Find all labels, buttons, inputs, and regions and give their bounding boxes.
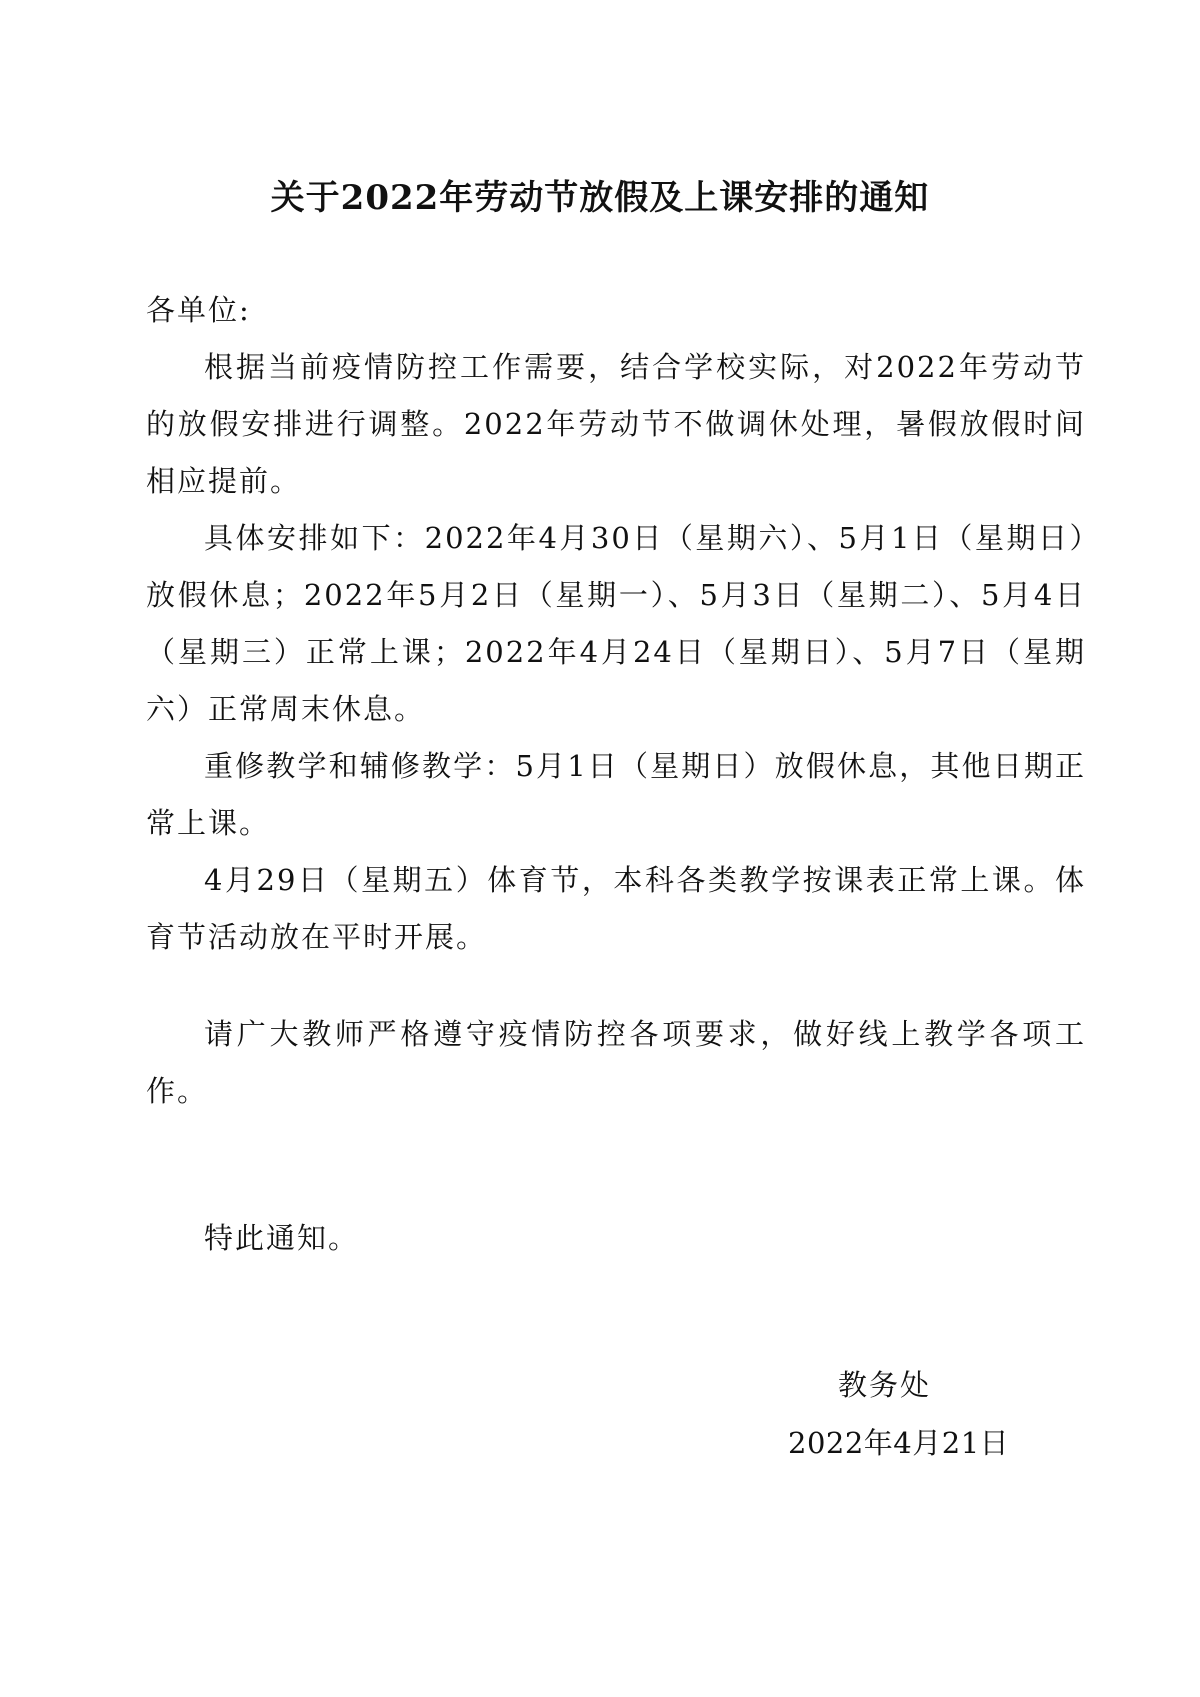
signer: 教务处 — [838, 1368, 932, 1402]
paragraph-sports-day: 4月29日（星期五）体育节，本科各类教学按课表正常上课。体育节活动放在平时开展。 — [146, 863, 1086, 954]
paragraph-retake-teaching: 重修教学和辅修教学：5月1日（星期日）放假休息，其他日期正常上课。 — [146, 749, 1086, 840]
spacer — [146, 1120, 1086, 1210]
paragraph-schedule: 具体安排如下：2022年4月30日（星期六）、5月1日（星期日）放假休息；2022年5月2日（星期一）、5月3日（星期二）、5月4日（星期三）正常上课；2022年4月24日（星期日）、5月7日（星期六）正常周末休息。 — [146, 521, 1086, 726]
spacer — [146, 966, 1086, 1006]
closing-line: 特此通知。 — [204, 1221, 360, 1255]
salutation: 各单位: — [146, 293, 251, 327]
paragraph-adjustment: 根据当前疫情防控工作需要，结合学校实际，对2022年劳动节的放假安排进行调整。2022年劳动节不做调休处理，暑假放假时间相应提前。 — [146, 350, 1086, 498]
document-title: 关于2022年劳动节放假及上课安排的通知 — [270, 178, 930, 218]
signature-date: 2022年4月21日 — [788, 1426, 1010, 1460]
paragraph-request: 请广大教师严格遵守疫情防控各项要求，做好线上教学各项工作。 — [146, 1017, 1086, 1108]
document-body — [146, 282, 1086, 1267]
